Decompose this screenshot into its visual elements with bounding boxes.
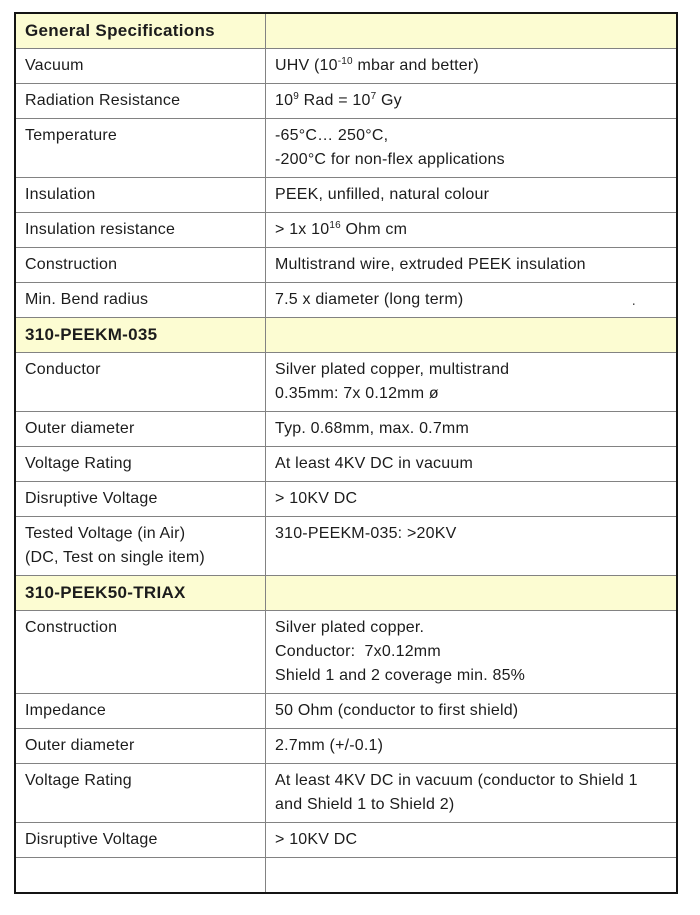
spec-label: Disruptive Voltage: [16, 482, 266, 516]
spec-label: Construction: [16, 611, 266, 693]
spec-value: [266, 858, 676, 892]
spec-label: Disruptive Voltage: [16, 823, 266, 857]
section-header-row: [16, 575, 676, 610]
stray-period: .: [631, 292, 636, 309]
spec-row: [16, 282, 676, 317]
superscript: -10: [337, 56, 353, 67]
spec-value: Silver plated copper. Conductor: 7x0.12mm Shield 1 and 2 coverage min. 85%: [275, 619, 526, 684]
section-title: 310-PEEK50-TRIAX: [16, 576, 266, 610]
spec-label: Vacuum: [16, 49, 266, 83]
spec-table: [14, 12, 678, 894]
spec-row: [16, 693, 676, 728]
spec-row: [16, 822, 676, 857]
superscript: 16: [329, 220, 341, 231]
spec-label: Tested Voltage (in Air) (DC, Test on single item): [16, 517, 266, 575]
superscript: 7: [370, 91, 377, 102]
spec-value: At least 4KV DC in vacuum (conductor to Shield 1 and Shield 1 to Shield 2): [275, 772, 643, 813]
spec-value: > 10KV DC: [275, 490, 358, 507]
spec-label: Temperature: [16, 119, 266, 177]
spec-value: [266, 576, 676, 610]
spec-label: Insulation: [16, 178, 266, 212]
spec-row: [16, 857, 676, 892]
section-title: General Specifications: [16, 14, 266, 48]
spec-value: 7.5 x diameter (long term) .: [266, 283, 676, 317]
spec-value: Typ. 0.68mm, max. 0.7mm: [275, 420, 469, 437]
spec-value: 2.7mm (+/-0.1): [275, 737, 384, 754]
spec-value: > 10KV DC: [275, 831, 358, 848]
spec-label: Min. Bend radius: [16, 283, 266, 317]
spec-value: [266, 318, 676, 352]
spec-value: $10^9$ Rad = $10^7$ Gy: [275, 91, 402, 109]
spec-value: 50 Ohm (conductor to first shield): [275, 702, 519, 719]
spec-row: [16, 352, 676, 411]
spec-label: Outer diameter: [16, 412, 266, 446]
spec-row: [16, 516, 676, 575]
spec-label: Voltage Rating: [16, 447, 266, 481]
spec-row: [16, 247, 676, 282]
spec-label: Conductor: [16, 353, 266, 411]
spec-label: [16, 858, 266, 892]
spec-label: Construction: [16, 248, 266, 282]
spec-label: Insulation resistance: [16, 213, 266, 247]
spec-value: UHV ($10^{-10}$ mbar and better): [275, 56, 479, 74]
spec-row: [16, 212, 676, 247]
spec-label: Voltage Rating: [16, 764, 266, 822]
spec-row: [16, 610, 676, 693]
spec-row: [16, 118, 676, 177]
spec-value: -65°C… 250°C, -200°C for non-flex applications: [275, 127, 505, 168]
section-title: 310-PEEKM-035: [16, 318, 266, 352]
spec-label: Radiation Resistance: [16, 84, 266, 118]
spec-label: Impedance: [16, 694, 266, 728]
spec-label: Outer diameter: [16, 729, 266, 763]
spec-value: 310-PEEKM-035: >20KV: [275, 525, 457, 542]
spec-value: PEEK, unfilled, natural colour: [275, 186, 490, 203]
spec-row: [16, 177, 676, 212]
section-header-row: [16, 14, 676, 48]
spec-value: At least 4KV DC in vacuum: [275, 455, 473, 472]
spec-value: > 1x $10^{16}$ Ohm cm: [275, 220, 408, 238]
spec-value: [266, 14, 676, 48]
spec-row: [16, 411, 676, 446]
superscript: 9: [293, 91, 299, 102]
section-header-row: [16, 317, 676, 352]
spec-value: Multistrand wire, extruded PEEK insulation: [275, 256, 586, 273]
spec-row: [16, 83, 676, 118]
spec-row: [16, 446, 676, 481]
spec-row: [16, 728, 676, 763]
spec-row: [16, 48, 676, 83]
spec-row: [16, 481, 676, 516]
spec-value: Silver plated copper, multistrand 0.35mm: 7x 0.12mm ø: [275, 361, 510, 402]
spec-row: [16, 763, 676, 822]
